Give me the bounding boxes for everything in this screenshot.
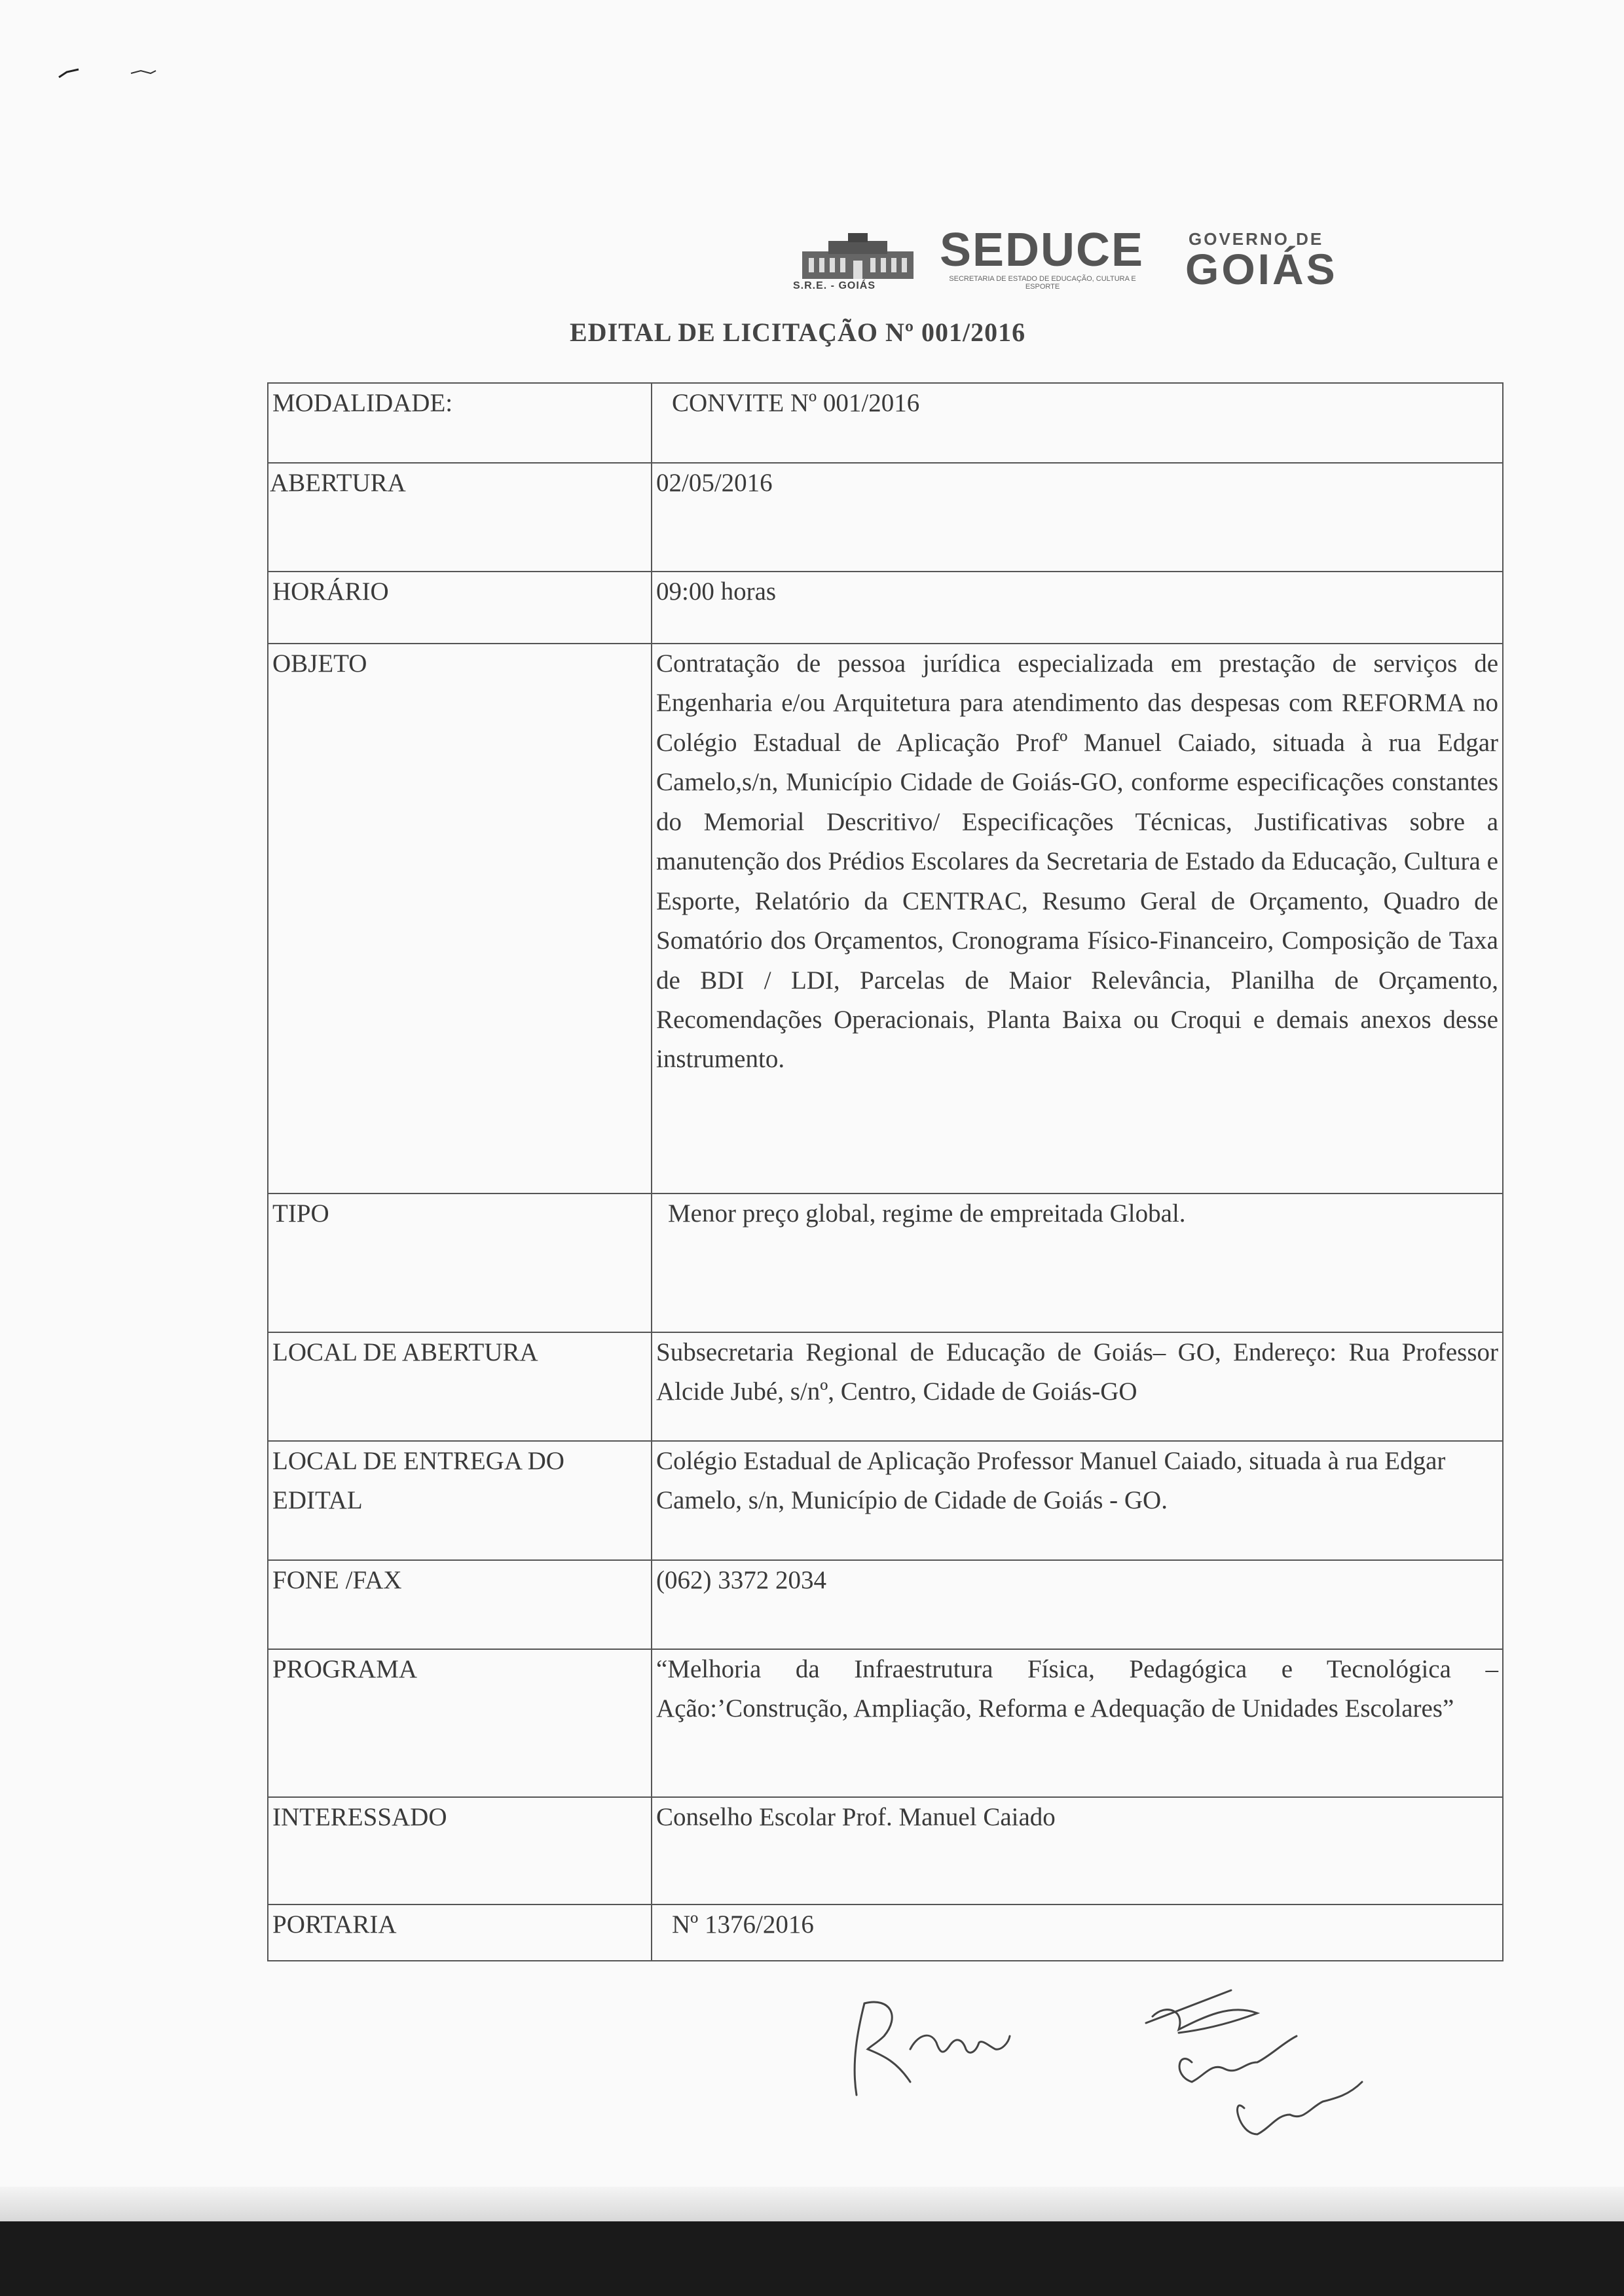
governo-de-text: GOVERNO DE (1189, 229, 1324, 249)
table-row-abertura (268, 463, 1503, 572)
table-row-tipo (268, 1194, 1503, 1332)
label-objeto: OBJETO (268, 644, 652, 1194)
table-row-portaria (268, 1904, 1503, 1961)
table-row-interessado (268, 1797, 1503, 1904)
label-horario: HORÁRIO (268, 572, 652, 644)
seduce-logo-text: SEDUCE (940, 224, 1145, 276)
table-row-local-abertura (268, 1332, 1503, 1441)
value-local-abertura: Subsecretaria Regional de Educação de Goiás– GO, Endereço: Rua Professor Alcide Jubé, s/nº, Centro, Cidade de Goiás-GO (652, 1332, 1503, 1441)
table-row-fone-fax (268, 1560, 1503, 1649)
scan-bottom-band (0, 2221, 1624, 2296)
label-tipo: TIPO (268, 1194, 652, 1332)
value-local-entrega: Colégio Estadual de Aplicação Professor Manuel Caiado, situada à rua Edgar Camelo, s/n, Município de Cidade de Goiás - GO. (652, 1441, 1503, 1560)
edital-table (267, 382, 1504, 1961)
table-row-programa (268, 1649, 1503, 1797)
value-programa: “Melhoria da Infraestrutura Física, Pedagógica e Tecnológica – Ação:’Construção, Ampliação, Reforma e Adequação de Unidades Escolares” (652, 1649, 1503, 1797)
emblem-caption: S.R.E. - GOIÁS (793, 280, 876, 291)
value-abertura: 02/05/2016 (652, 463, 1503, 572)
label-local-entrega: LOCAL DE ENTREGA DO EDITAL (268, 1441, 652, 1560)
handwritten-signatures (838, 1977, 1428, 2174)
value-modalidade: CONVITE Nº 001/2016 (652, 383, 1503, 463)
value-portaria: Nº 1376/2016 (652, 1904, 1503, 1961)
label-abertura: ABERTURA (268, 463, 652, 572)
seduce-subtitle: SECRETARIA DE ESTADO DE EDUCAÇÃO, CULTURA E ESPORTE (949, 275, 1136, 291)
value-interessado: Conselho Escolar Prof. Manuel Caiado (652, 1797, 1503, 1904)
label-interessado: INTERESSADO (268, 1797, 652, 1904)
label-programa: PROGRAMA (268, 1649, 652, 1797)
table-row-horario (268, 572, 1503, 644)
value-objeto: Contratação de pessoa jurídica especializada em prestação de serviços de Engenharia e/ou Arquitetura para atendimento das despesas com REFORMA no Colégio Estadual de Aplicação Profº Manuel Caiado, situada à rua Edgar Camelo,s/n, Município Cidade de Goiás-GO, conforme especificações constantes do Memorial Descritivo/ Especificações Técnicas, Justificativas sobre a manutenção dos Prédios Escolares da Secretaria de Estado da Educação, Cultura e Esporte, Relatório da CENTRAC, Resumo Geral de Orçamento, Quadro de Somatório dos Orçamentos, Cronograma Físico-Financeiro, Composição de Taxa de BDI / LDI, Parcelas de Maior Relevância, Planilha de Orçamento, Recomendações Operacionais, Planta Baixa ou Croqui e demais anexos desse instrumento. (652, 644, 1503, 1194)
label-modalidade: MODALIDADE: (268, 383, 652, 463)
value-fone-fax: (062) 3372 2034 (652, 1560, 1503, 1649)
label-fone-fax: FONE /FAX (268, 1560, 652, 1649)
table-row-modalidade (268, 383, 1503, 463)
goias-logo-text: GOIÁS (1185, 245, 1338, 293)
header-logos (789, 224, 1378, 299)
scan-bottom-shade (0, 2187, 1624, 2221)
value-horario: 09:00 horas (652, 572, 1503, 644)
table-row-local-entrega (268, 1441, 1503, 1560)
value-tipo: Menor preço global, regime de empreitada Global. (652, 1194, 1503, 1332)
document-title: EDITAL DE LICITAÇÃO Nº 001/2016 (570, 318, 1026, 347)
label-portaria: PORTARIA (268, 1904, 652, 1961)
label-local-abertura: LOCAL DE ABERTURA (268, 1332, 652, 1441)
table-row-objeto (268, 644, 1503, 1194)
scan-corner-marks (52, 59, 183, 85)
